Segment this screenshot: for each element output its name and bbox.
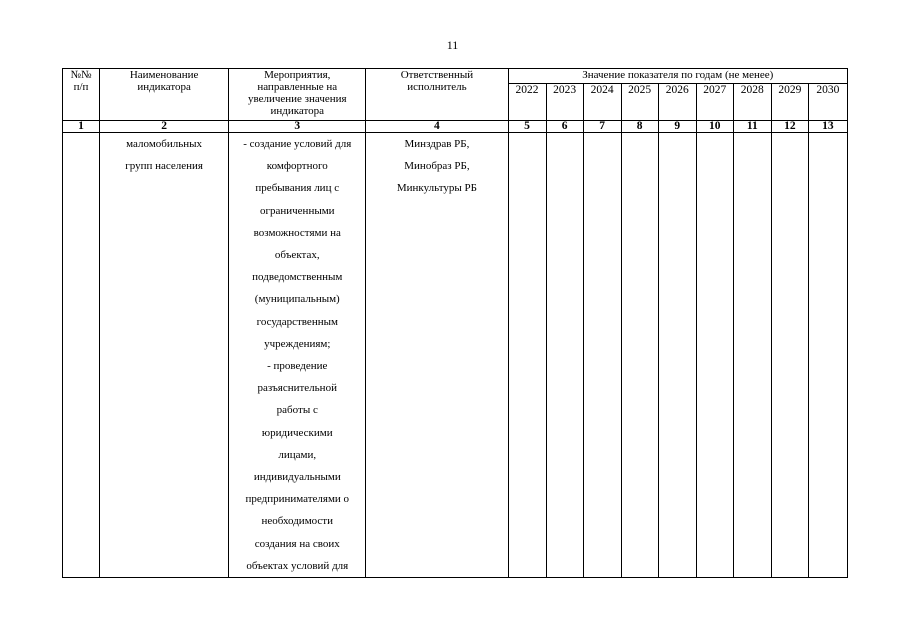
cell-executor-line: Минздрав РБ,	[404, 138, 470, 150]
cell-measures-line: ограниченными	[259, 204, 335, 217]
header-year: 2025	[621, 84, 658, 121]
header-year: 2029	[771, 84, 808, 121]
header-num-line: №№	[70, 69, 92, 81]
indicator-table	[62, 68, 848, 578]
cell-value-2026	[658, 133, 696, 578]
column-number: 12	[771, 121, 808, 133]
cell-value-2023	[546, 133, 583, 578]
cell-measures-line: индивидуальными	[253, 471, 341, 484]
cell-value-2022	[508, 133, 546, 578]
header-measures	[229, 69, 366, 121]
cell-measures-line: (муниципальным)	[254, 293, 340, 306]
column-number: 8	[621, 121, 658, 133]
cell-measures-line: создания на своих	[254, 537, 340, 550]
column-number: 9	[658, 121, 696, 133]
page-number: 11	[446, 38, 459, 52]
cell-measures-line: - проведение	[267, 360, 328, 373]
header-num-line: п/п	[73, 81, 89, 93]
cell-value-2028	[733, 133, 771, 578]
cell-value-2025	[621, 133, 658, 578]
column-number: 1	[63, 121, 100, 133]
cell-measures-line: - создание условий для	[243, 138, 352, 150]
column-number-row	[63, 121, 848, 133]
header-measures-line: направленные на	[257, 81, 338, 93]
column-number: 4	[366, 121, 508, 133]
header-year: 2030	[808, 84, 847, 121]
column-number: 7	[583, 121, 621, 133]
cell-measures	[229, 133, 366, 578]
cell-value-2030	[808, 133, 847, 578]
header-row-top	[63, 69, 848, 84]
cell-measures-line: государственным	[256, 315, 338, 328]
header-year: 2027	[696, 84, 733, 121]
header-year: 2026	[658, 84, 696, 121]
header-indicator	[100, 69, 229, 121]
table-row	[63, 133, 848, 578]
column-number: 2	[100, 121, 229, 133]
header-measures-line: Мероприятия,	[264, 69, 331, 81]
column-number: 10	[696, 121, 733, 133]
cell-measures-line: работы с	[276, 404, 318, 417]
cell-measures-line: пребывания лиц с	[255, 182, 340, 195]
cell-measures-line: подведомственным	[252, 271, 343, 284]
header-year: 2022	[508, 84, 546, 121]
cell-measures-line: необходимости	[261, 515, 334, 528]
header-measures-line: индикатора	[270, 105, 325, 117]
cell-measures-line: комфортного	[266, 160, 328, 173]
cell-executor-line: Минобраз РБ,	[404, 160, 470, 173]
header-num	[63, 69, 100, 121]
cell-measures-line: объектах условий для	[246, 559, 349, 572]
cell-value-2027	[696, 133, 733, 578]
cell-measures-line: объектах,	[274, 249, 320, 262]
header-year: 2028	[733, 84, 771, 121]
cell-measures-line: возможностями на	[253, 226, 341, 239]
column-number: 6	[546, 121, 583, 133]
cell-measures-line: предпринимателями о	[245, 493, 350, 506]
header-year: 2024	[583, 84, 621, 121]
cell-measures-line: разъяснительной	[257, 382, 337, 395]
header-indicator-line: Наименование	[129, 69, 199, 81]
header-indicator-line: индикатора	[137, 81, 191, 93]
column-number: 3	[229, 121, 366, 133]
header-year: 2023	[546, 84, 583, 121]
header-executor	[366, 69, 508, 121]
cell-measures-line: лицами,	[278, 448, 317, 461]
cell-measures-line: учреждениям;	[264, 337, 331, 350]
cell-value-2024	[583, 133, 621, 578]
header-executor-line: Ответственный	[400, 69, 474, 81]
header-values-group: Значение показателя по годам (не менее)	[508, 69, 847, 84]
cell-indicator	[100, 133, 229, 578]
cell-indicator-line: групп населения	[125, 160, 203, 173]
column-number: 5	[508, 121, 546, 133]
cell-executor-line: Минкультуры РБ	[396, 182, 477, 195]
cell-num	[63, 133, 100, 578]
header-measures-line: увеличение значения	[247, 93, 347, 105]
cell-indicator-line: маломобильных	[126, 138, 203, 150]
column-number: 13	[808, 121, 847, 133]
cell-value-2029	[771, 133, 808, 578]
cell-executor	[366, 133, 508, 578]
cell-measures-line: юридическими	[261, 426, 333, 439]
header-executor-line: исполнитель	[407, 81, 467, 93]
column-number: 11	[733, 121, 771, 133]
